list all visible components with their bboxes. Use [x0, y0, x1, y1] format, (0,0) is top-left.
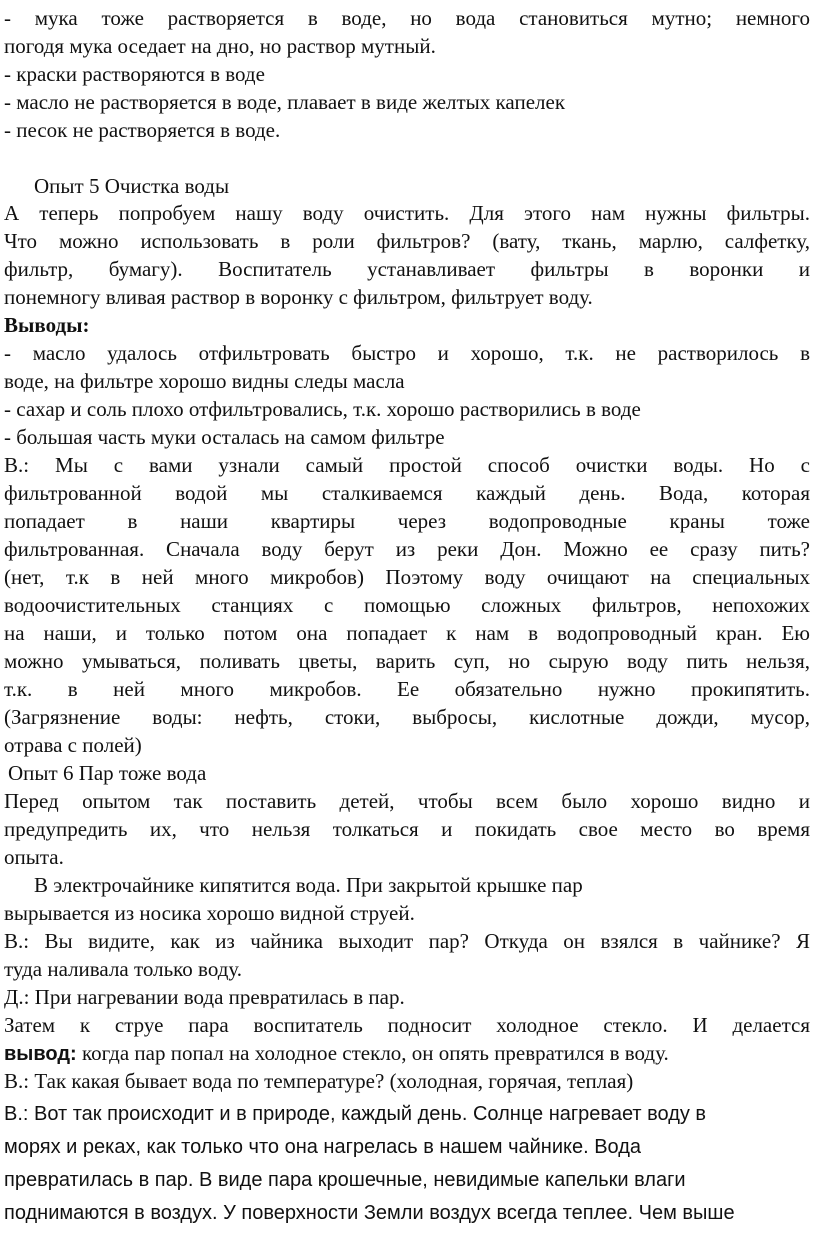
conclusions-heading: Выводы: [4, 313, 90, 337]
text-line: можно умываться, поливать цветы, варить суп, но сырую воду пить нельзя, [4, 649, 810, 673]
text-line: превратилась в пар. В виде пара крошечные, невидимые капельки влаги [4, 1169, 686, 1191]
text-line: - масло не растворяется в воде, плавает в виде желтых капелек [4, 90, 566, 114]
text-line: В.: Так какая бывает вода по температуре? (холодная, горячая, теплая) [4, 1069, 634, 1093]
conclusion-text: когда пар попал на холодное стекло, он опять превратился в воду. [81, 1041, 669, 1065]
text-line: (Загрязнение воды: нефть, стоки, выбросы, кислотные дожди, мусор, [4, 705, 810, 729]
text-line: - краски растворяются в воде [4, 62, 265, 86]
text-line: Д.: При нагревании вода превратилась в пар. [4, 985, 405, 1009]
section-heading: Опыт 6 Пар тоже вода [8, 761, 207, 785]
text-line: - сахар и соль плохо отфильтровались, т.к. хорошо растворились в воде [4, 397, 641, 421]
text-line: вырывается из носика хорошо видной струей. [4, 901, 415, 925]
conclusion-label: вывод: [4, 1043, 77, 1065]
text-line [4, 1039, 810, 1068]
text-line: - масло удалось отфильтровать быстро и хорошо, т.к. не растворилось в [4, 341, 810, 365]
text-line: (нет, т.к в ней много микробов) Поэтому воду очищают на специальных [4, 565, 810, 589]
text-line: на наши, и только потом она попадает к нам в водопроводный кран. Ею [4, 621, 810, 645]
text-line: - песок не растворяется в воде. [4, 118, 281, 142]
text-line: - большая часть муки осталась на самом фильтре [4, 425, 445, 449]
text-line: В.: Вы видите, как из чайника выходит пар? Откуда он взялся в чайнике? Я [4, 929, 810, 953]
text-line: предупредить их, что нельзя толкаться и покидать свое место во время [4, 817, 810, 841]
text-line: фильтрованная. Сначала воду берут из реки Дон. Можно ее сразу пить? [4, 537, 810, 561]
text-line: водоочистительных станциях с помощью сложных фильтров, непохожих [4, 593, 810, 617]
text-line: воде, на фильтре хорошо видны следы масла [4, 369, 405, 393]
text-line: Что можно использовать в роли фильтров? (вату, ткань, марлю, салфетку, [4, 229, 810, 253]
text-line: попадает в наши квартиры через водопроводные краны тоже [4, 509, 810, 533]
text-line: А теперь попробуем нашу воду очистить. Для этого нам нужны фильтры. [4, 201, 810, 225]
text-line: морях и реках, как только что она нагрелась в нашем чайнике. Вода [4, 1136, 642, 1158]
text-line: отрава с полей) [4, 733, 142, 757]
text-line: В.: Вот так происходит и в природе, каждый день. Солнце нагревает воду в [4, 1103, 707, 1125]
text-line: фильтрованной водой мы сталкиваемся каждый день. Вода, которая [4, 481, 810, 505]
text-line: Перед опытом так поставить детей, чтобы всем было хорошо видно и [4, 789, 810, 813]
text-line: В электрочайнике кипятится вода. При закрытой крышке пар [34, 873, 583, 897]
text-line: погодя мука оседает на дно, но раствор мутный. [4, 34, 436, 58]
text-line: поднимаются в воздух. У поверхности Земли воздух всегда теплее. Чем выше [4, 1202, 735, 1224]
text-line: фильтр, бумагу). Воспитатель устанавливает фильтры в воронки и [4, 257, 810, 281]
text-line: т.к. в ней много микробов. Ее обязательно нужно прокипятить. [4, 677, 810, 701]
text-line: понемногу вливая раствор в воронку с фильтром, фильтрует воду. [4, 285, 593, 309]
text-line: Затем к струе пара воспитатель подносит холодное стекло. И делается [4, 1013, 810, 1037]
text-line: В.: Мы с вами узнали самый простой способ очистки воды. Но с [4, 453, 810, 477]
text-line: - мука тоже растворяется в воде, но вода становиться мутно; немного [4, 6, 810, 30]
text-line: туда наливала только воду. [4, 957, 243, 981]
text-line: опыта. [4, 845, 64, 869]
section-heading: Опыт 5 Очистка воды [34, 174, 230, 198]
